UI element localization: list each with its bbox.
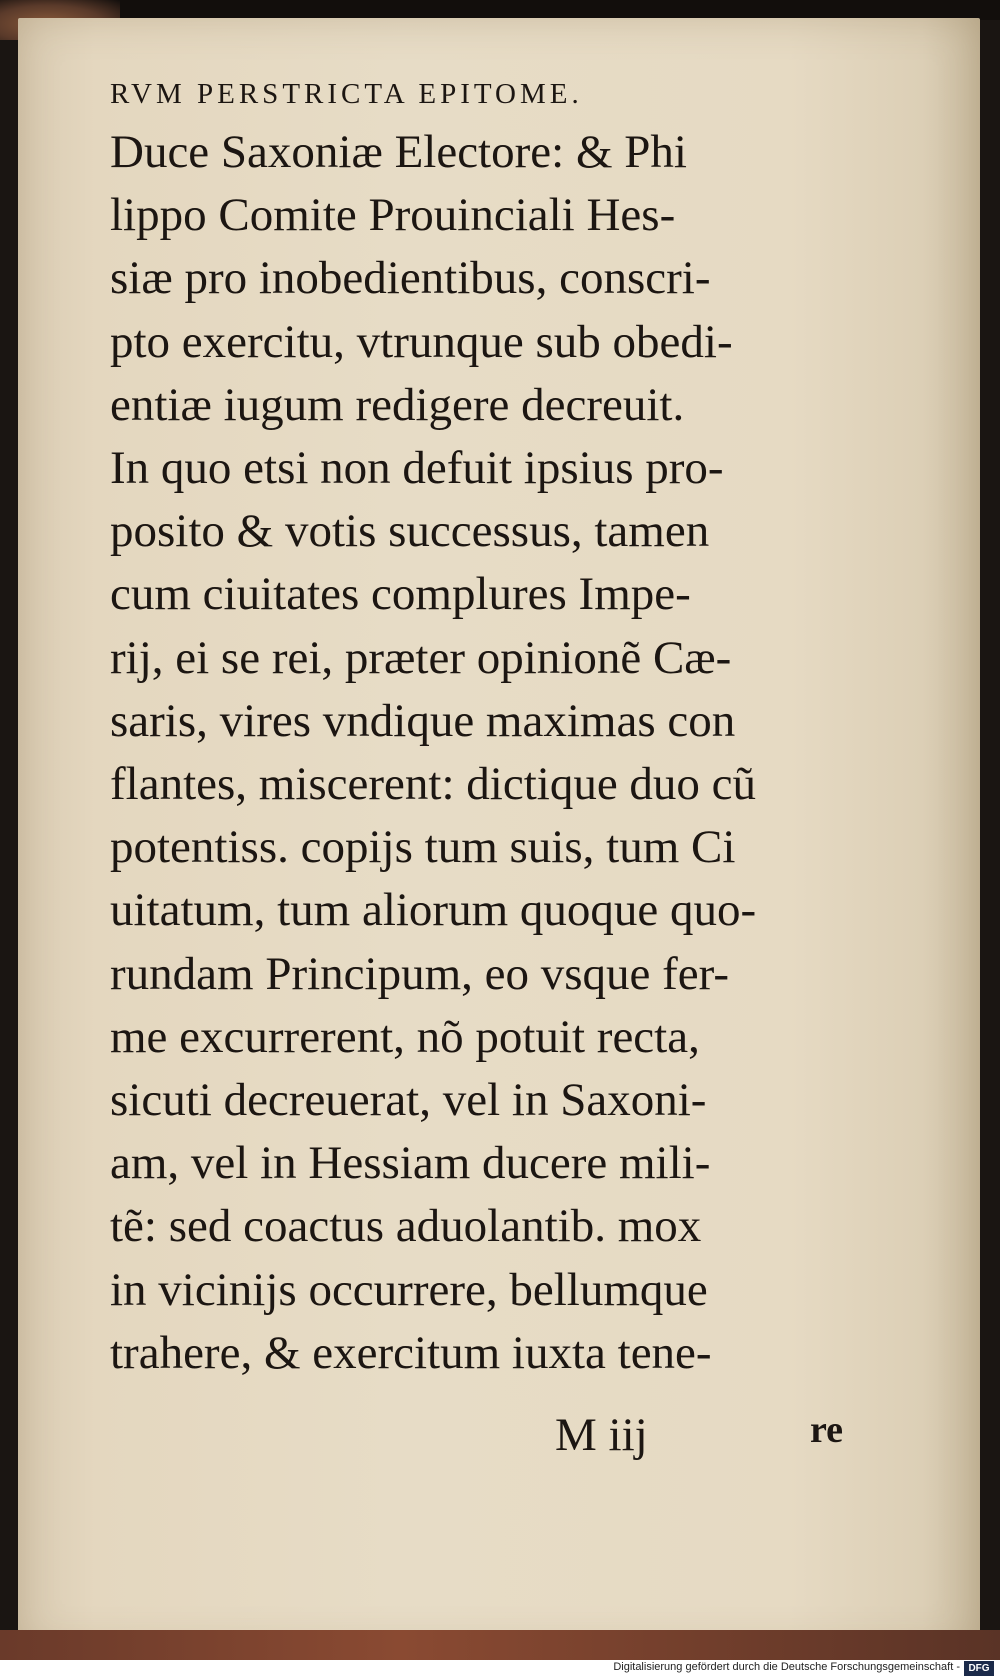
text-line: potentiss. copijs tum suis, tum Ci xyxy=(110,821,736,874)
text-line: rij, ei se rei, præter opinionẽ Cæ- xyxy=(110,631,732,684)
text-line: Duce Saxoniæ Electore: & Phi xyxy=(110,126,687,178)
page-bottom-edge xyxy=(0,1630,1000,1660)
footer-credit: Digitalisierung gefördert durch die Deutsche Forschungsgemeinschaft - xyxy=(613,1661,960,1673)
text-line: tẽ: sed coactus aduolantib. mox xyxy=(110,1200,702,1253)
text-line: uitatum, tum aliorum quoque quo- xyxy=(110,884,757,937)
book-page xyxy=(18,18,980,1648)
text-line: trahere, & exercitum iuxta tene- xyxy=(110,1326,712,1379)
text-line: sicuti decreuerat, vel in Saxoni- xyxy=(110,1074,707,1127)
text-line: In quo etsi non defuit ipsius pro- xyxy=(110,442,724,495)
dfg-logo-icon: DFG xyxy=(964,1661,994,1676)
signature-line xyxy=(110,1408,870,1468)
text-block xyxy=(110,78,870,1461)
text-line: pto exercitu, vtrunque sub obedi- xyxy=(110,315,733,368)
text-line: cum ciuitates complures Impe- xyxy=(110,568,691,621)
text-line: saris, vires vndique maximas con xyxy=(110,694,736,747)
text-line: in vicinijs occurrere, bellumque xyxy=(110,1263,708,1316)
text-line: siæ pro inobedientibus, conscri- xyxy=(110,252,711,305)
text-line: entiæ iugum redigere decreuit. xyxy=(110,378,685,431)
text-line: posito & votis successus, tamen xyxy=(110,505,710,558)
text-line: rundam Principum, eo vsque fer- xyxy=(110,947,730,1000)
text-line: am, vel in Hessiam ducere mili- xyxy=(110,1137,711,1190)
text-line: lippo Comite Prouinciali Hes- xyxy=(110,189,676,242)
catchword: re xyxy=(810,1409,844,1451)
scan-top-edge xyxy=(0,0,1000,20)
running-head: RVM PERSTRICTA EPITOME. xyxy=(110,78,583,110)
text-line: me excurrerent, nõ potuit recta, xyxy=(110,1010,700,1063)
signature-mark: M iij xyxy=(555,1409,648,1461)
text-line: flantes, miscerent: dictique duo cũ xyxy=(110,758,757,811)
